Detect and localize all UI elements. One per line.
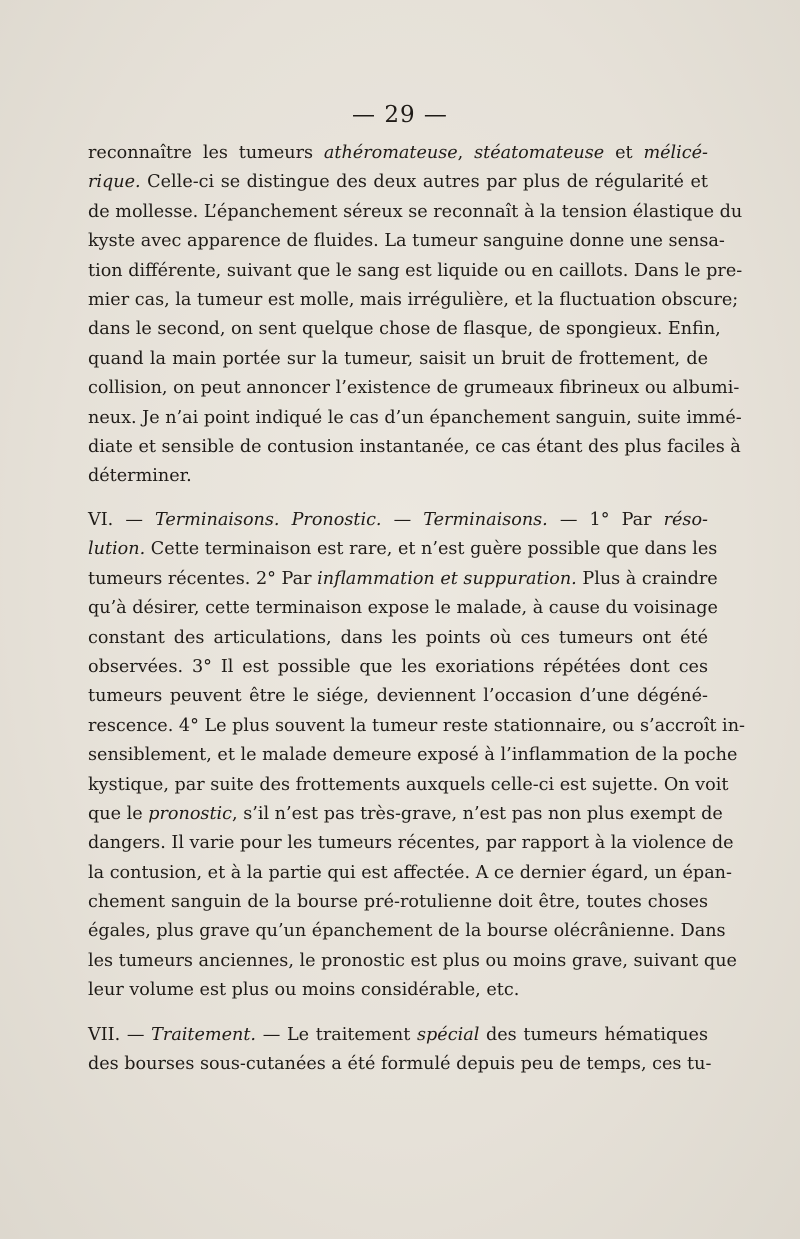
text-run: collision, on peut annoncer l’existence de grumeaux fibrineux ou albumi- (88, 378, 740, 399)
italic-text: rique. (88, 172, 141, 193)
text-line (88, 1021, 708, 1050)
italic-text: pronostic (148, 803, 233, 824)
text-run: — (381, 510, 424, 530)
text-line (88, 506, 708, 535)
paragraph-terminaisons-pronostic (88, 506, 745, 1006)
text-run: les tumeurs anciennes, le pronostic est plus ou moins grave, suivant que (88, 950, 737, 971)
paragraph-traitement (88, 1021, 712, 1080)
text-run: rescence. 4° Le plus souvent la tumeur reste stationnaire, ou s’accroît in- (88, 715, 745, 736)
text-run: tumeurs peuvent être le siége, deviennent l’occasion d’une dégéné- (88, 686, 708, 707)
text-line (88, 462, 708, 491)
text-line (88, 404, 742, 433)
text-run: des bourses sous-cutanées a été formulé depuis peu de temps, ces tu- (88, 1054, 712, 1075)
text-run: chement sanguin de la bourse pré-rotulienne doit être, toutes choses (88, 892, 708, 913)
text-run: — 1° Par (547, 510, 664, 530)
text-line (88, 535, 718, 564)
text-line (88, 227, 725, 256)
text-line (88, 345, 708, 374)
text-line (88, 1050, 712, 1079)
italic-text: spécial (417, 1025, 480, 1045)
text-run: , s’il n’est pas très-grave, n’est pas non plus exempt de (232, 803, 723, 824)
text-run: diate et sensible de contusion instantanée, ce cas étant des plus faciles à (88, 436, 741, 457)
text-run: et (604, 143, 644, 163)
text-run: VII. — (88, 1025, 152, 1045)
text-line (88, 829, 734, 858)
text-line (88, 712, 745, 741)
text-line (88, 565, 718, 594)
text-run: qu’à désirer, cette terminaison expose le malade, à cause du voisinage (88, 598, 718, 619)
text-run: neux. Je n’ai point indiqué le cas d’un épanchement sanguin, suite immé- (88, 407, 742, 428)
text-run: tumeurs récentes. 2° Par (88, 568, 318, 589)
text-line (88, 976, 708, 1005)
text-run: des tumeurs hématiques (479, 1025, 708, 1045)
italic-text: mélicé- (643, 143, 708, 163)
italic-text: stéatomateuse (474, 143, 605, 163)
text-run: — Le traitement (256, 1025, 418, 1045)
text-run: égales, plus grave qu’un épanchement de la bourse olécrânienne. Dans (88, 921, 726, 942)
italic-text: Traitement. (151, 1025, 257, 1045)
text-line (88, 741, 738, 770)
text-line (88, 594, 718, 623)
text-line (88, 653, 708, 682)
text-line (88, 947, 737, 976)
text-line (88, 257, 743, 286)
text-line (88, 682, 708, 711)
text-run: Plus à craindre (576, 568, 718, 589)
text-run: kystique, par suite des frottements auxquels celle-ci est sujette. On voit (88, 774, 729, 795)
text-run: reconnaître les tumeurs (88, 143, 324, 163)
text-line (88, 771, 729, 800)
italic-text: Terminaisons. (423, 510, 548, 530)
italic-text: réso- (663, 510, 708, 530)
text-run: mier cas, la tumeur est molle, mais irrégulière, et la fluctuation obscure; (88, 289, 739, 310)
text-run: Celle-ci se distingue des deux autres par plus de régularité et (140, 172, 708, 193)
text-line (88, 315, 721, 344)
text-line (88, 168, 708, 197)
text-run: déterminer. (88, 466, 192, 487)
text-run: dangers. Il varie pour les tumeurs récentes, par rapport à la violence de (88, 833, 734, 854)
text-line (88, 888, 708, 917)
text-run: VI. — (88, 510, 155, 530)
text-run: quand la main portée sur la tumeur, saisit un bruit de frottement, de (88, 348, 708, 369)
text-line (88, 624, 708, 653)
text-run: tion différente, suivant que le sang est liquide ou en caillots. Dans le pre- (88, 260, 743, 281)
text-run: , (457, 143, 475, 163)
text-run: que le (88, 803, 149, 824)
text-line (88, 917, 726, 946)
italic-text: lution. (88, 539, 146, 560)
text-run: dans le second, on sent quelque chose de flasque, de spongieux. Enfin, (88, 319, 721, 340)
text-run: la contusion, et à la partie qui est affectée. A ce dernier égard, un épan- (88, 862, 732, 883)
text-line (88, 433, 741, 462)
text-run: Cette terminaison est rare, et n’est guère possible que dans les (145, 539, 718, 560)
text-line (88, 198, 743, 227)
text-line (88, 139, 708, 168)
text-run: sensiblement, et le malade demeure exposé à l’inflammation de la poche (88, 745, 738, 766)
text-line (88, 374, 740, 403)
page-number: — 29 — (352, 102, 448, 128)
italic-text: Terminaisons. Pronostic. (154, 510, 382, 530)
text-line (88, 800, 723, 829)
italic-text: athéromateuse (323, 143, 458, 163)
text-run: leur volume est plus ou moins considérable, etc. (88, 980, 520, 1001)
paragraph-diagnosis (88, 139, 743, 492)
text-run: kyste avec apparence de fluides. La tumeur sanguine donne une sensa- (88, 231, 725, 252)
text-run: constant des articulations, dans les points où ces tumeurs ont été (88, 627, 708, 648)
text-line (88, 859, 732, 888)
italic-text: inflammation et suppuration. (317, 568, 577, 589)
text-run: de mollesse. L’épanchement séreux se reconnaît à la tension élastique du (88, 201, 743, 222)
text-run: observées. 3° Il est possible que les exoriations répétées dont ces (88, 656, 708, 677)
text-line (88, 286, 739, 315)
